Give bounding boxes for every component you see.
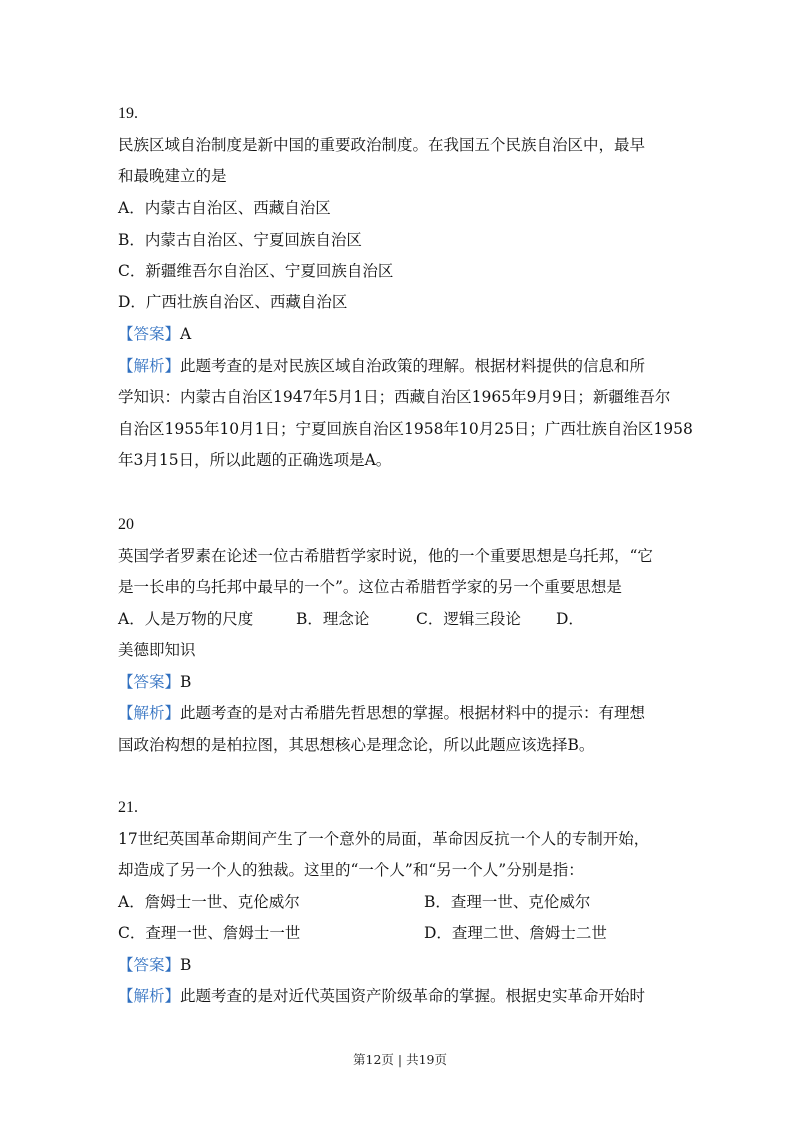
- question-20-number: 20: [118, 516, 134, 533]
- question-21-option-b: B．查理一世、克伦威尔: [424, 893, 591, 911]
- answer-value: B: [180, 673, 192, 691]
- question-20-option-c: C．逻辑三段论: [416, 610, 521, 628]
- question-19-analysis-line-3: 自治区1955年10月1日；宁夏回族自治区1958年10月25日；广西壮族自治区1958: [118, 420, 693, 438]
- answer-value: A: [180, 325, 192, 343]
- question-19-stem-line-2: 和最晚建立的是: [118, 167, 227, 185]
- answer-value: B: [180, 956, 192, 974]
- question-21-answer: [118, 955, 191, 975]
- question-21-options-row-2: [118, 923, 678, 943]
- page-footer: 第12页 | 共19页: [353, 1052, 447, 1067]
- answer-tag: 【答案】: [118, 956, 181, 974]
- answer-tag: 【答案】: [118, 673, 181, 691]
- question-19-option-a: A．内蒙古自治区、西藏自治区: [118, 199, 331, 217]
- question-19-stem-line-1: 民族区域自治制度是新中国的重要政治制度。在我国五个民族自治区中，最早: [118, 136, 646, 154]
- question-19-analysis-line-1: [118, 356, 645, 376]
- analysis-tag: 【解析】: [118, 987, 181, 1005]
- question-20-option-d-text: 美德即知识: [118, 641, 196, 659]
- question-19-answer: [118, 324, 191, 344]
- question-20-stem-line-2: 是一长串的乌托邦中最早的一个”。这位古希腊哲学家的另一个重要思想是: [118, 578, 622, 596]
- question-20-analysis-line-2: 国政治构想的是柏拉图，其思想核心是理念论，所以此题应该选择B。: [118, 736, 595, 754]
- question-19-number: 19.: [118, 105, 138, 122]
- question-19-option-b: B．内蒙古自治区、宁夏回族自治区: [118, 231, 362, 249]
- analysis-text: 此题考查的是对民族区域自治政策的理解。根据材料提供的信息和所: [180, 357, 646, 375]
- analysis-tag: 【解析】: [118, 704, 181, 722]
- question-20-stem-line-1: 英国学者罗素在论述一位古希腊哲学家时说，他的一个重要思想是乌托邦，“它: [118, 547, 653, 565]
- question-21-option-d: D．查理二世、詹姆士二世: [424, 924, 607, 942]
- question-21-options-row-1: [118, 892, 678, 912]
- question-21-analysis-line-1: [118, 986, 645, 1006]
- question-19-analysis-line-2: 学知识：内蒙古自治区1947年5月1日；西藏自治区1965年9月9日；新疆维吾尔: [118, 388, 671, 406]
- question-20-answer: [118, 672, 191, 692]
- question-21-option-c: C．查理一世、詹姆士一世: [118, 924, 301, 942]
- question-19-analysis-line-4: 年3月15日，所以此题的正确选项是A。: [118, 451, 392, 469]
- question-20-option-a: A．人是万物的尺度: [118, 610, 254, 628]
- question-20-options-row: [118, 609, 678, 629]
- analysis-text: 此题考查的是对近代英国资产阶级革命的掌握。根据史实革命开始时: [180, 987, 646, 1005]
- question-21-number: 21.: [118, 799, 138, 816]
- question-20-option-b: B．理念论: [296, 610, 370, 628]
- question-20-option-d: D．: [556, 610, 584, 628]
- question-21-stem-line-1: 17世纪英国革命期间产生了一个意外的局面，革命因反抗一个人的专制开始，: [118, 830, 650, 848]
- question-21-option-a: A．詹姆士一世、克伦威尔: [118, 893, 300, 911]
- question-21-stem-line-2: 却造成了另一个人的独裁。这里的“一个人”和“另一个人”分别是指：: [118, 861, 584, 879]
- analysis-text: 此题考查的是对古希腊先哲思想的掌握。根据材料中的提示：有理想: [180, 704, 646, 722]
- question-20-analysis-line-1: [118, 703, 645, 723]
- analysis-tag: 【解析】: [118, 357, 181, 375]
- answer-tag: 【答案】: [118, 325, 181, 343]
- question-19-option-c: C．新疆维吾尔自治区、宁夏回族自治区: [118, 262, 394, 280]
- question-19-option-d: D．广西壮族自治区、西藏自治区: [118, 293, 348, 311]
